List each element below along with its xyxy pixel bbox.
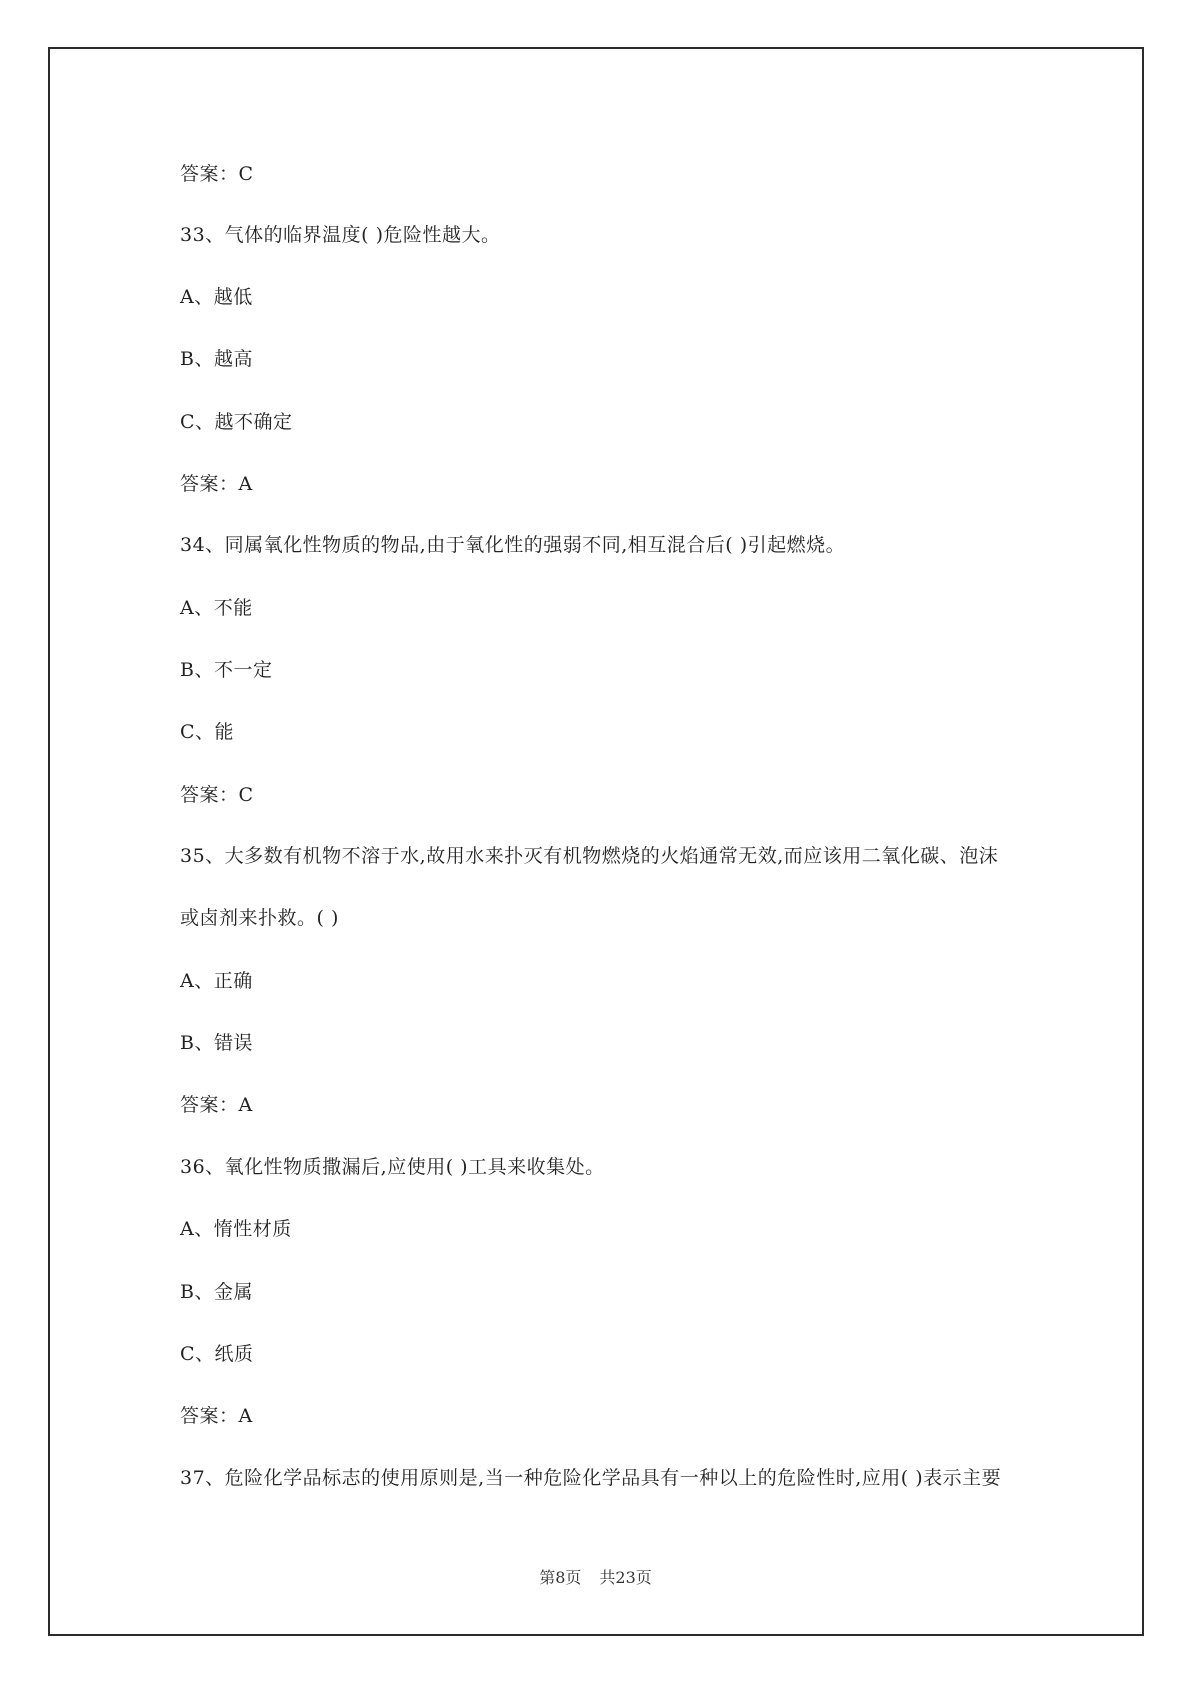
page-number: 第8页 bbox=[539, 1568, 582, 1587]
answer-36: 答案：A bbox=[180, 1405, 253, 1427]
question-33: 33、气体的临界温度( )危险性越大。 bbox=[180, 224, 501, 246]
option-35-a: A、正确 bbox=[180, 970, 253, 992]
option-33-a: A、越低 bbox=[180, 286, 253, 308]
question-35-continued: 或卤剂来扑救。( ) bbox=[180, 907, 339, 929]
option-35-b: B、错误 bbox=[180, 1032, 253, 1054]
option-34-a: A、不能 bbox=[180, 597, 253, 619]
option-36-b: B、金属 bbox=[180, 1281, 253, 1303]
option-34-b: B、不一定 bbox=[180, 659, 273, 681]
question-35: 35、大多数有机物不溶于水,故用水来扑灭有机物燃烧的火焰通常无效,而应该用二氧化碳、泡沫 bbox=[180, 845, 999, 867]
answer-34: 答案：C bbox=[180, 784, 254, 806]
page-footer bbox=[0, 1568, 1191, 1588]
question-34: 34、同属氧化性物质的物品,由于氧化性的强弱不同,相互混合后( )引起燃烧。 bbox=[180, 534, 846, 556]
page-total: 共23页 bbox=[599, 1568, 652, 1587]
answer-32: 答案：C bbox=[180, 163, 254, 185]
option-33-b: B、越高 bbox=[180, 348, 253, 370]
question-37: 37、危险化学品标志的使用原则是,当一种危险化学品具有一种以上的危险性时,应用( )表示主要 bbox=[180, 1467, 1002, 1489]
option-33-c: C、越不确定 bbox=[180, 411, 293, 433]
option-36-a: A、惰性材质 bbox=[180, 1218, 292, 1240]
answer-33: 答案：A bbox=[180, 473, 253, 495]
answer-35: 答案：A bbox=[180, 1094, 253, 1116]
option-36-c: C、纸质 bbox=[180, 1343, 254, 1365]
option-34-c: C、能 bbox=[180, 721, 235, 743]
question-36: 36、氧化性物质撒漏后,应使用( )工具来收集处。 bbox=[180, 1156, 605, 1178]
